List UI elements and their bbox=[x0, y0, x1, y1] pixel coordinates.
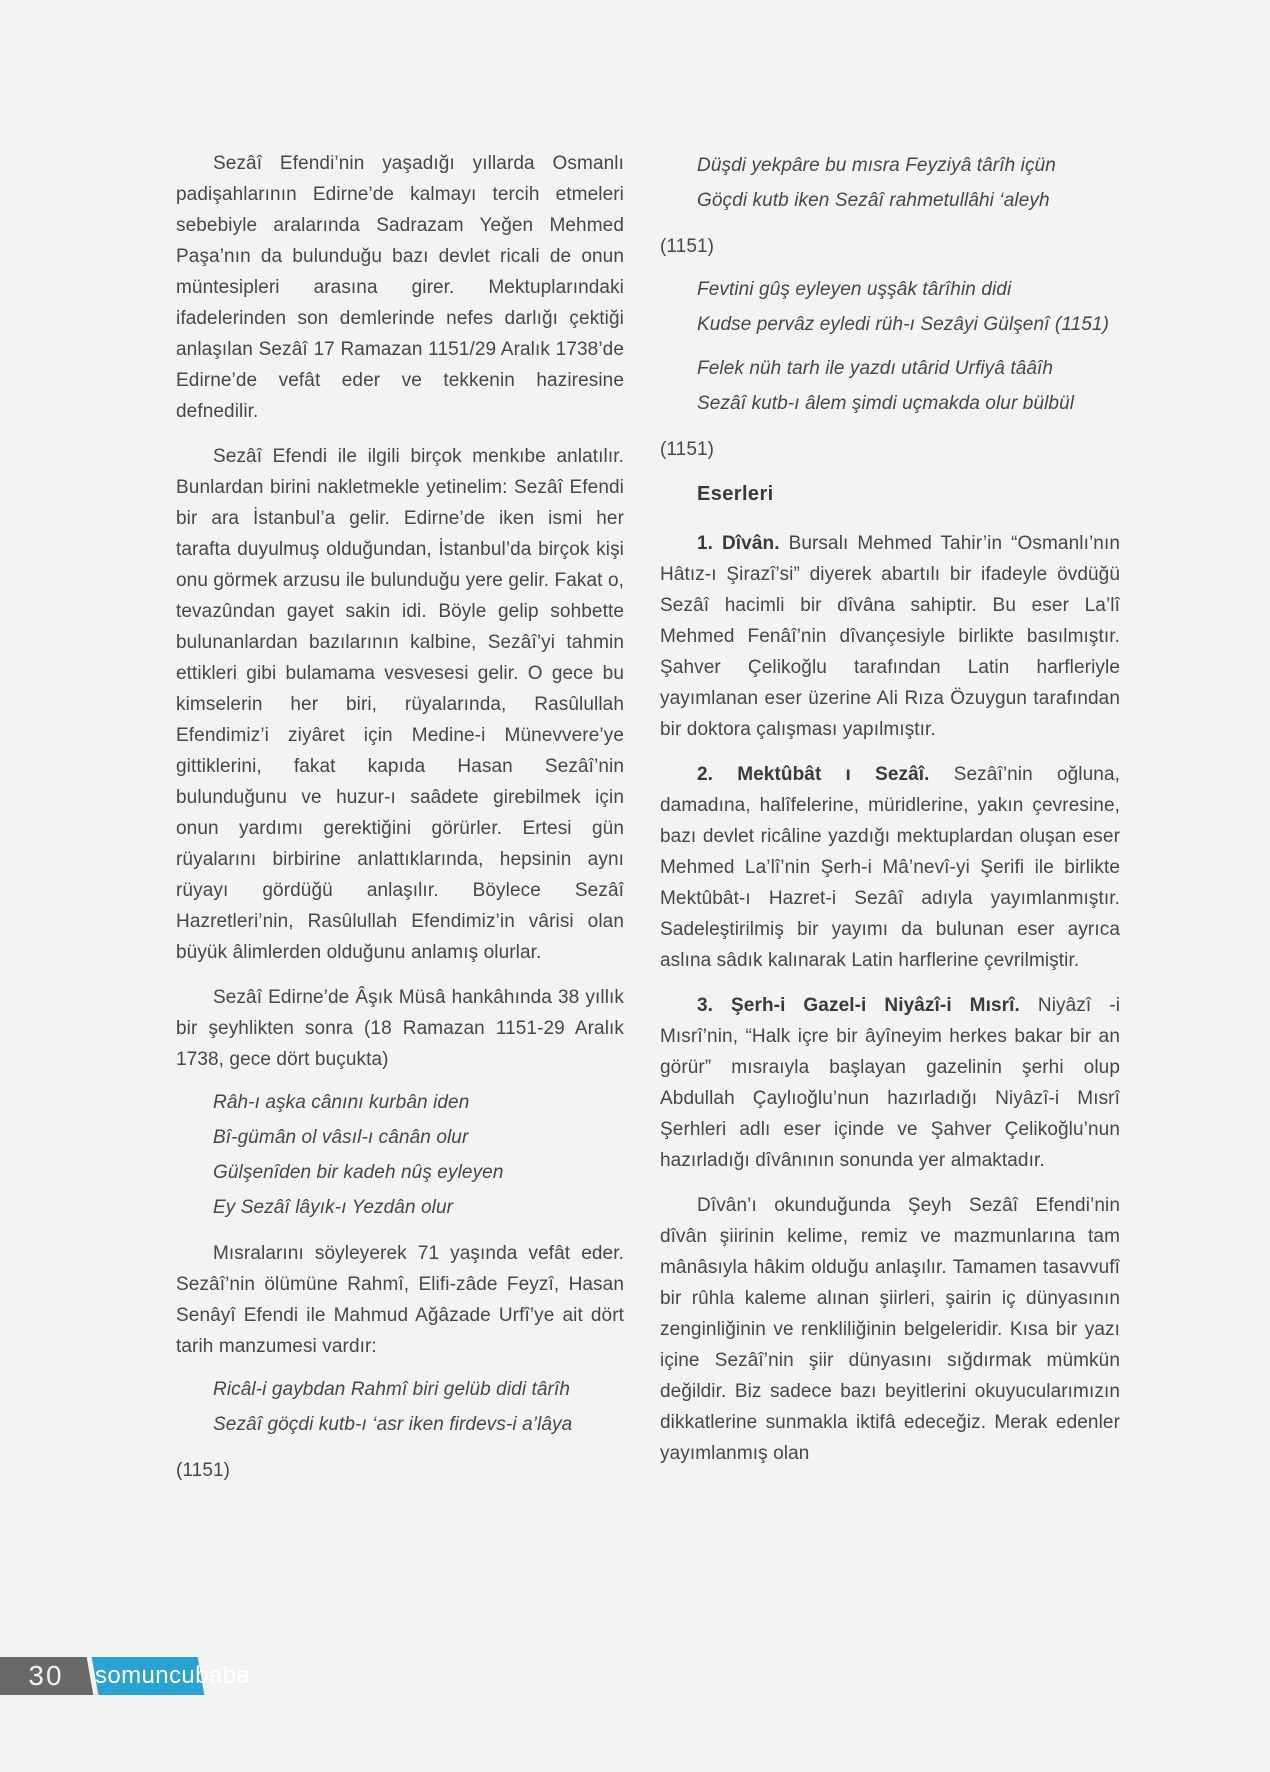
poem-line: Bî-gümân ol vâsıl-ı cânân olur bbox=[213, 1127, 469, 1148]
poem-line: Fevtini gûş eyleyen uşşâk târîhin didi bbox=[697, 279, 1012, 300]
poem-line: Kudse pervâz eyledi rüh-ı Sezâyi Gülşenî (1151) bbox=[697, 314, 1110, 335]
work-title: 1. Dîvân. bbox=[697, 533, 780, 554]
poem bbox=[697, 152, 1120, 215]
poem-line: Râh-ı aşka cânını kurbân iden bbox=[213, 1092, 470, 1113]
page-number: 30 bbox=[28, 1660, 64, 1691]
poem-line: Gülşenîden bir kadeh nûş eyleyen bbox=[213, 1162, 504, 1183]
work-paragraph bbox=[660, 759, 1120, 976]
poem-line: Düşdi yekpâre bu mısra Feyziyâ târîh içün bbox=[697, 155, 1056, 176]
poem bbox=[213, 1376, 624, 1439]
poem bbox=[697, 355, 1120, 418]
poem bbox=[697, 276, 1120, 339]
date-reference: (1151) bbox=[660, 236, 715, 257]
work-description: Bursalı Mehmed Tahir’in “Osmanlı’nın Hâtız-ı Şirazî’si” diyerek abartılı bir ifadeyle övdüğü Sezâî hacimli bir dîvâna sahiptir. Bu eser La’lî Mehmed Fenâî’nin dîvançesiyle birlikte basılmıştır. Şahver Çelikoğlu tarafından Latin harfleriyle yayımlanan eser üzerine Ali Rıza Özuygun tarafından bir doktora çalışması yapılmıştır. bbox=[660, 533, 1120, 740]
paragraph: Dîvân’ı okunduğunda Şeyh Sezâî Efendi’nin dîvân şiirinin kelime, remiz ve mazmunlarına tam mânâsıyla hâkim olduğu anlaşılır. Tamamen tasavvufî bir rûhla kaleme alınan şiirleri, şairin iç dünyasının zenginliğinin ve renkliliğinin belgeleridir. Kısa bir yazı içine Sezâî’nin şiir dünyasını sığdırmak mümkün değildir. Biz sadece bazı beyitlerini okuyucularımızın dikkatlerine sunmakla iktifâ edeceğiz. Merak edenler yayımlanmış olan bbox=[660, 1195, 1120, 1464]
poem-line: Felek nüh tarh ile yazdı utârid Urfiyâ tââîh bbox=[697, 358, 1054, 379]
paragraph: Sezâî Edirne’de Âşık Müsâ hankâhında 38 yıllık bir şeyhlikten sonra (18 Ramazan 1151-29 Aralık 1738, gece dört buçukta) bbox=[176, 987, 624, 1070]
paragraph: Sezâî Efendi ile ilgili birçok menkıbe anlatılır. Bunlardan birini nakletmekle yetinelim: Sezâî Efendi bir ara İstanbul’a gelir. Edirne’de iken ismi her tarafta duyulmuş olduğundan, İstanbul’da birçok kişi onu görmek arzusu ile bulunduğu yere gelir. Fakat o, tevazûndan gayet sakin idi. Böyle gelip sohbette bulunanlardan bazılarının kalbine, Sezâî’yi tahmin ettikleri gibi bulamama vesvesesi gelir. O gece bu kimselerin her biri, rüyalarında, Rasûlullah Efendimiz’i ziyâret için Medine-i Münevvere’ye gittiklerini, fakat kapıda Hasan Sezâî’nin bulunduğunu ve huzur-ı saâdete girebilmek için onun yardımı gerektiğini görürler. Ertesi gün rüyalarını birbirine anlattıklarında, hepsinin aynı rüyayı gördüğü anlaşılır. Böylece Sezâî Hazretleri’nin, Rasûlullah Efendimiz’in vârisi olan büyük âlimlerden olduğunu anlamış olurlar. bbox=[176, 446, 624, 963]
poem-line: Sezâî kutb-ı âlem şimdi uçmakda olur bülbül bbox=[697, 393, 1075, 414]
paragraph: Sezâî Efendi’nin yaşadığı yıllarda Osmanlı padişahlarının Edirne’de kalmayı tercih etmeleri sebebiyle aralarında Sadrazam Yeğen Mehmed Paşa’nın da bulunduğu bazı devlet ricali de onun müntesipleri arasına girer. Mektuplarındaki ifadelerinden son demlerinde nefes darlığı çektiği anlaşılan Sezâî 17 Ramazan 1151/29 Aralık 1738’de Edirne’de vefât eder ve tekkenin haziresine defnedilir. bbox=[176, 153, 624, 422]
poem-line: Ricâl-i gaybdan Rahmî biri gelüb didi târîh bbox=[213, 1379, 571, 1400]
date-reference: (1151) bbox=[176, 1460, 231, 1481]
poem bbox=[213, 1089, 624, 1222]
work-title: 3. Şerh-i Gazel-i Niyâzî-i Mısrî. bbox=[697, 995, 1020, 1016]
date-reference: (1151) bbox=[660, 439, 715, 460]
page-content bbox=[176, 148, 1120, 1500]
right-column bbox=[660, 148, 1120, 1500]
work-description: Sezâî’nin oğluna, damadına, halîfelerine, müridlerine, yakın çevresine, bazı devlet ricâline yazdığı mektuplardan oluşan eser Mehmed La’lî’nin Şerh-i Mâ’nevî-yi Şerifi ile birlikte Mektûbât-ı Hazret-i Sezâî adıyla yayımlanmıştır. Sadeleştirilmiş bir yayımı da bulunan eser ayrıca aslına sâdık kalınarak Latin harflerine çevrilmiştir. bbox=[660, 764, 1120, 971]
left-column bbox=[176, 148, 624, 1500]
paragraph: Mısralarını söyleyerek 71 yaşında vefât eder. Sezâî’nin ölümüne Rahmî, Elifi-zâde Feyzî, Hasan Senâyî Efendi ile Mahmud Ağâzade Urfî’ye ait dört tarih manzumesi vardır: bbox=[176, 1243, 624, 1357]
brand-logo: somuncubaba bbox=[95, 1662, 251, 1689]
work-paragraph bbox=[660, 528, 1120, 745]
poem-line: Göçdi kutb iken Sezâî rahmetullâhi ‘aleyh bbox=[697, 190, 1050, 211]
poem-line: Sezâî göçdi kutb-ı ‘asr iken firdevs-i a’lâya bbox=[213, 1414, 573, 1435]
work-description: Niyâzî -i Mısrî’nin, “Halk içre bir âyîneyim herkes bakar bir an görür” mısraıyla başlayan gazelinin şerhi olup Abdullah Çaylıoğlu’nun hazırladığı Niyâzî-i Mısrî Şerhleri adlı eser içinde ve Şahver Çelikoğlu’nun hazırladığı dîvânının sonunda yer almaktadır. bbox=[660, 995, 1121, 1171]
work-title: 2. Mektûbât ı Sezâî. bbox=[697, 764, 930, 785]
section-heading-eserleri: Eserleri bbox=[697, 483, 774, 505]
work-paragraph bbox=[660, 990, 1120, 1176]
poem-line: Ey Sezâî lâyık-ı Yezdân olur bbox=[213, 1197, 454, 1218]
